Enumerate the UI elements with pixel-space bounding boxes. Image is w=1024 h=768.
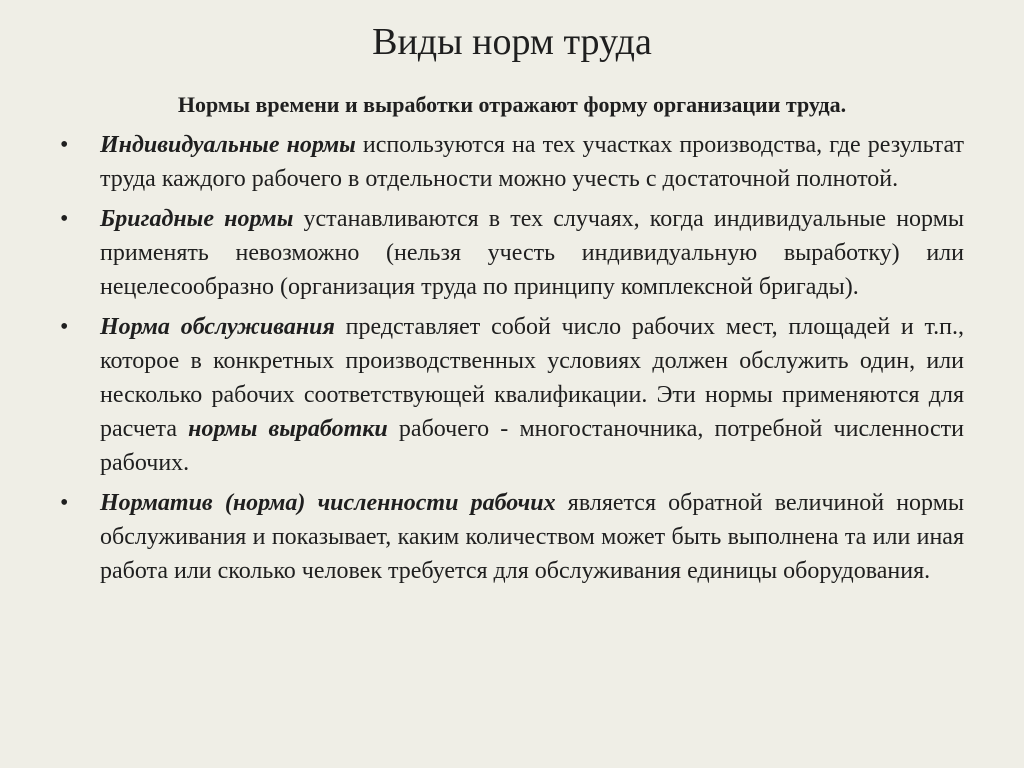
- bullet-dot-icon: •: [60, 206, 69, 232]
- bullet-item-headcount-standard: [60, 486, 964, 588]
- term-headcount-standard: Норматив (норма) численности рабочих: [100, 490, 556, 516]
- bullet-list: [60, 128, 964, 594]
- bullet-text: является обратной величиной нормы обслуживания и показывает, каким количеством может быть выполнена та или иная работа или сколько человек требуется для обслуживания единицы оборудования.: [100, 490, 965, 584]
- term-individual-norms: Индивидуальные нормы: [100, 132, 356, 158]
- bullet-text: рабочего - многостаночника, потребной численности рабочих.: [100, 416, 965, 476]
- bullet-dot-icon: •: [60, 490, 69, 516]
- bullet-item-individual-norms: [60, 128, 964, 196]
- term-output-norm: нормы выработки: [188, 416, 388, 442]
- bullet-item-brigade-norms: [60, 202, 964, 304]
- bullet-text: представляет собой число рабочих мест, площадей и т.п., которое в конкретных производственных условиях должен обслужить один, или несколько рабочих соответствующей квалификации. Эти нормы применяются для расчета: [100, 314, 964, 442]
- term-brigade-norms: Бригадные нормы: [100, 206, 294, 232]
- slide-title: Виды норм труда: [372, 21, 652, 63]
- bullet-dot-icon: •: [60, 314, 69, 340]
- bullet-text: используются на тех участках производства, где результат труда каждого рабочего в отдельности можно учесть с достаточной полнотой.: [100, 132, 964, 192]
- bullet-item-service-norm: [60, 310, 964, 480]
- slide-subtitle: Нормы времени и выработки отражают форму организации труда.: [177, 92, 847, 117]
- bullet-dot-icon: •: [60, 132, 69, 158]
- term-service-norm: Норма обслуживания: [100, 314, 335, 340]
- bullet-text: устанавливаются в тех случаях, когда индивидуальные нормы применять невозможно (нельзя учесть индивидуальную выработку) или нецелесообразно (организация труда по принципу комплексной бригады).: [100, 206, 964, 300]
